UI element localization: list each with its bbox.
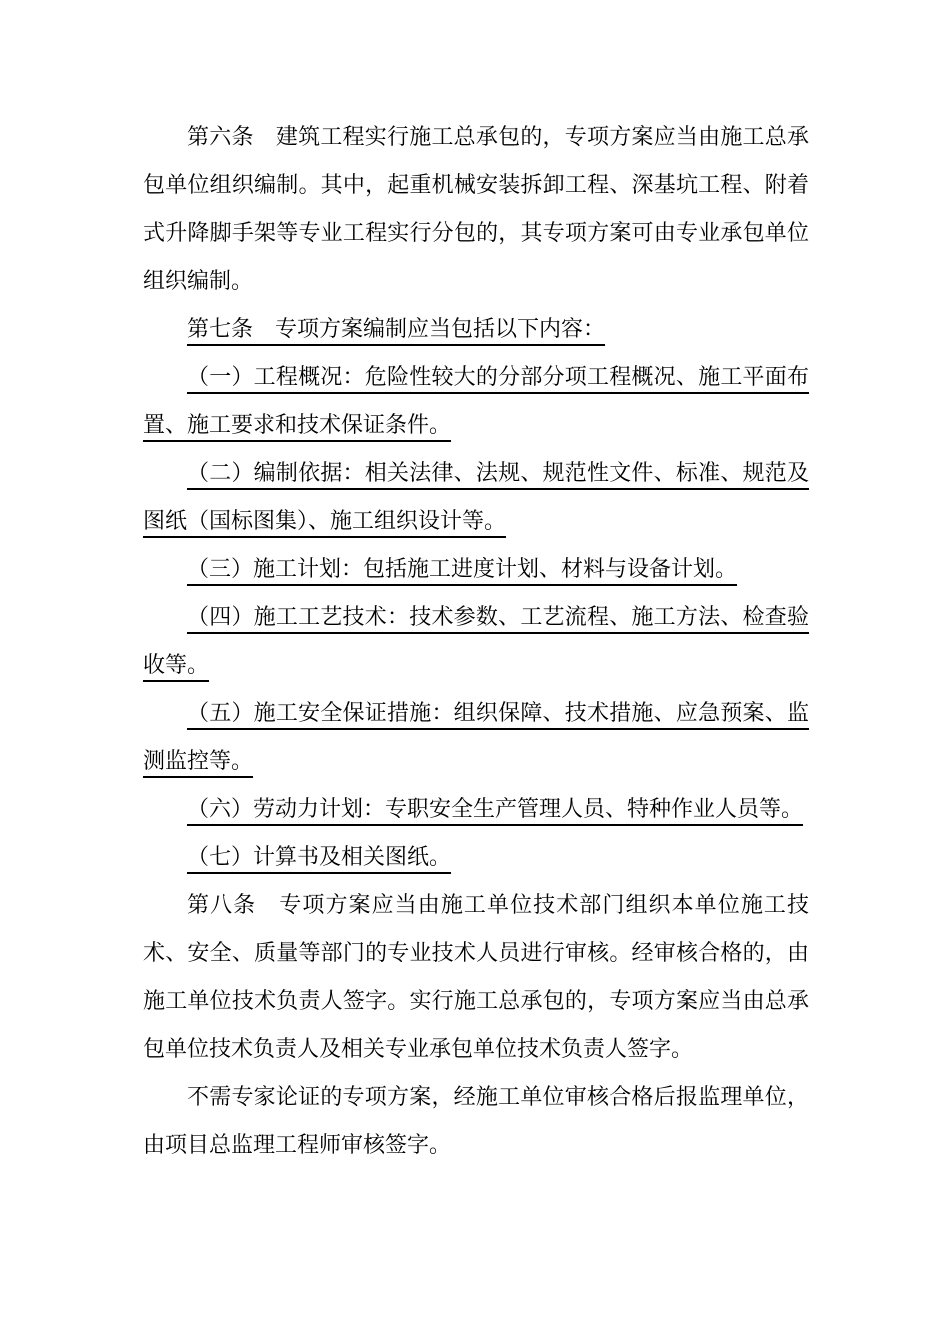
item-2-text: （二）编制依据：相关法律、法规、规范性文件、标准、规范及图纸（国标图集）、施工组织设计等。: [143, 461, 809, 534]
article-8-text: 第八条 专项方案应当由施工单位技术部门组织本单位施工技术、安全、质量等部门的专业技术人员进行审核。经审核合格的，由施工单位技术负责人签字。实行施工总承包的，专项方案应当由总承包单位技术负责人及相关专业承包单位技术负责人签字。: [143, 893, 809, 1062]
item-1-paragraph: [143, 354, 809, 450]
item-3-paragraph: [143, 546, 809, 594]
document-body: [143, 114, 809, 1170]
article-8-cont-paragraph: [143, 1074, 809, 1170]
item-4-text: （四）施工工艺技术：技术参数、工艺流程、施工方法、检查验收等。: [143, 605, 809, 678]
item-5-paragraph: [143, 690, 809, 786]
item-5-text: （五）施工安全保证措施：组织保障、技术措施、应急预案、监测监控等。: [143, 701, 809, 774]
item-7-paragraph: [143, 834, 809, 882]
article-8-paragraph: [143, 882, 809, 1074]
item-4-paragraph: [143, 594, 809, 690]
article-6-paragraph: [143, 114, 809, 306]
item-6-text: （六）劳动力计划：专职安全生产管理人员、特种作业人员等。: [187, 797, 804, 822]
item-2-paragraph: [143, 450, 809, 546]
article-6-text: 第六条 建筑工程实行施工总承包的，专项方案应当由施工总承包单位组织编制。其中，起重机械安装拆卸工程、深基坑工程、附着式升降脚手架等专业工程实行分包的，其专项方案可由专业承包单位组织编制。: [143, 125, 809, 294]
article-7-text: 第七条 专项方案编制应当包括以下内容：: [187, 317, 606, 342]
article-7-paragraph: [143, 306, 809, 354]
item-1-text: （一）工程概况：危险性较大的分部分项工程概况、施工平面布置、施工要求和技术保证条件。: [143, 365, 809, 438]
item-6-paragraph: [143, 786, 809, 834]
item-3-text: （三）施工计划：包括施工进度计划、材料与设备计划。: [187, 557, 738, 582]
item-7-text: （七）计算书及相关图纸。: [187, 845, 452, 870]
article-8-cont-text: 不需专家论证的专项方案，经施工单位审核合格后报监理单位，由项目总监理工程师审核签字。: [143, 1085, 809, 1158]
